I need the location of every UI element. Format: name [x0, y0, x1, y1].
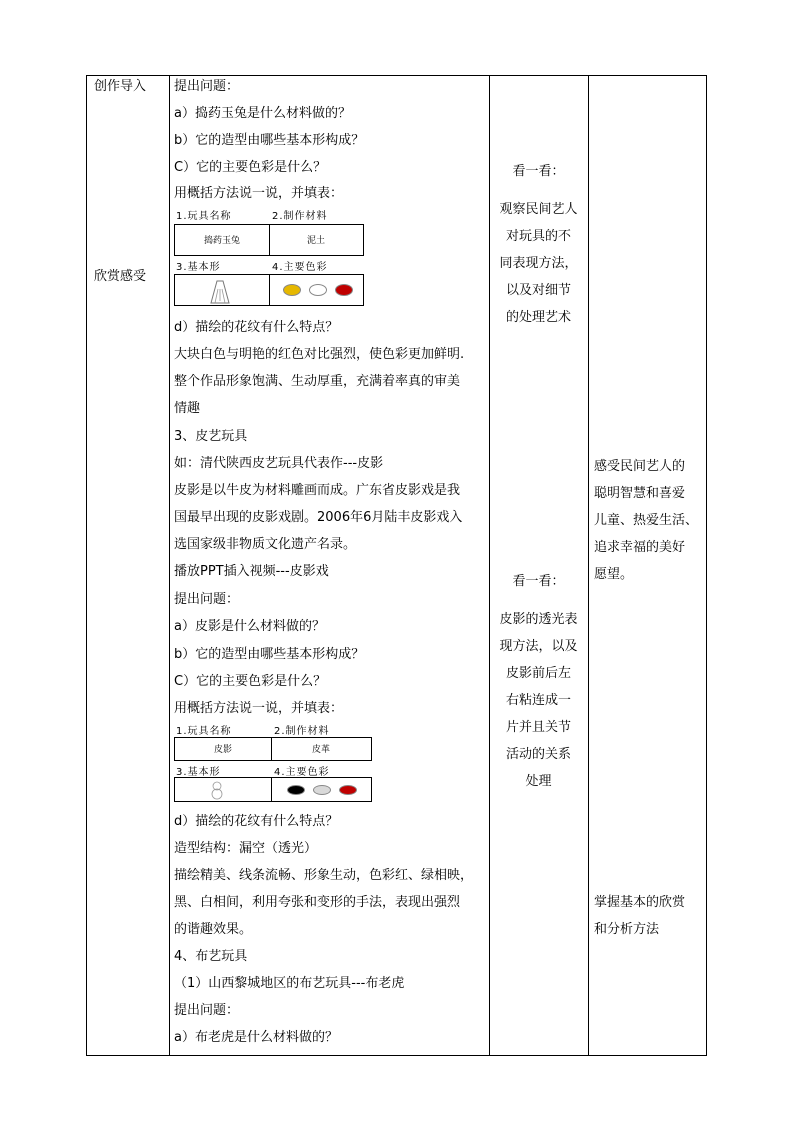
table-header-shape: 3.基本形: [176, 767, 221, 778]
color-swatch: [309, 284, 327, 296]
activity-line: 同表现方法，: [499, 256, 578, 271]
activity-line: 右粘连成一: [505, 693, 571, 708]
activity-line: 皮影的透光表: [499, 612, 578, 627]
section-heading: 3、皮艺玩具: [174, 429, 248, 444]
content-line: 黑、白相间，利用夸张和变形的手法，表现出强烈: [174, 895, 461, 910]
section-heading: 4、布艺玩具: [174, 949, 248, 964]
activity-line: 以及对细节: [505, 283, 571, 298]
toy-analysis-table: [174, 726, 364, 804]
color-swatch: [339, 785, 357, 795]
table-header-material: 2.制作材料: [272, 211, 328, 222]
activity-line: 现方法，以及: [499, 639, 578, 654]
name-material-row: [174, 224, 364, 256]
content-line: 描绘精美、线条流畅、形象生动，色彩红、绿相映，: [174, 868, 474, 883]
activity-line: 活动的关系: [505, 747, 571, 762]
intent-line: 聪明智慧和喜爱: [594, 486, 686, 501]
content-line: C）它的主要色彩是什么？: [174, 160, 327, 175]
toy-analysis-table: [174, 210, 364, 308]
content-line: b）它的造型由哪些基本形构成？: [174, 647, 365, 662]
activity-line: 的处理艺术: [505, 310, 571, 325]
design-intent-column: [588, 76, 706, 1055]
content-line: 情趣: [174, 401, 201, 416]
rabbit-shape-icon: [203, 277, 237, 305]
content-line: d）描绘的花纹有什么特点？: [174, 320, 339, 335]
content-line: 的谐趣效果。: [174, 922, 253, 937]
content-line: 造型结构：漏空（透光）: [174, 841, 318, 856]
toy-material: 泥土: [306, 236, 325, 246]
content-line: 如：清代陕西皮艺玩具代表作---皮影: [174, 456, 384, 471]
content-line: 提出问题：: [174, 1003, 240, 1018]
activity-line: 看一看：: [512, 574, 565, 589]
content-line: b）它的造型由哪些基本形构成？: [174, 133, 365, 148]
content-line: 用概括方法说一说，并填表：: [174, 186, 344, 201]
activity-line: 处理: [525, 774, 552, 789]
content-line: d）描绘的花纹有什么特点？: [174, 814, 339, 829]
content-line: （1）山西黎城地区的布艺玩具---布老虎: [174, 976, 405, 991]
content-line: a）捣药玉兔是什么材料做的？: [174, 106, 351, 121]
content-line: 选国家级非物质文化遗产名录。: [174, 537, 357, 552]
color-swatch: [313, 785, 331, 795]
content-line: 国最早出现的皮影戏剧。2006年6月陆丰皮影戏入: [174, 510, 463, 525]
toy-material: 皮革: [311, 745, 330, 755]
content-line: C）它的主要色彩是什么？: [174, 674, 327, 689]
color-swatch: [283, 284, 301, 296]
activity-line: 片并且关节: [505, 720, 571, 735]
content-line: 皮影是以牛皮为材料雕画而成。广东省皮影戏是我: [174, 483, 461, 498]
shadow-puppet-shape-icon: [205, 780, 233, 800]
activity-line: 皮影前后左: [505, 666, 571, 681]
content-line: 用概括方法说一说，并填表：: [174, 701, 344, 716]
table-header-colors: 4.主要色彩: [274, 767, 330, 778]
activity-line: 看一看：: [512, 164, 565, 179]
table-header-name: 1.玩具名称: [176, 726, 232, 737]
table-header-material: 2.制作材料: [274, 726, 330, 737]
student-activity-column: [489, 76, 588, 1055]
shape-color-row: [174, 274, 364, 306]
content-line: a）皮影是什么材料做的？: [174, 619, 325, 634]
content-line: 播放PPT插入视频---皮影戏: [174, 564, 329, 579]
content-line: 提出问题：: [174, 79, 240, 94]
table-header-name: 1.玩具名称: [176, 211, 232, 222]
table-header-colors: 4.主要色彩: [272, 262, 328, 273]
teaching-content-column: [169, 76, 489, 1055]
content-line: a）布老虎是什么材料做的？: [174, 1030, 338, 1045]
stage-label-appreciation: 欣赏感受: [94, 269, 147, 284]
intent-line: 感受民间艺人的: [594, 459, 686, 474]
color-swatch: [287, 785, 305, 795]
color-swatch: [335, 284, 353, 296]
stage-label-intro: 创作导入: [94, 79, 147, 94]
toy-name: 皮影: [213, 745, 232, 755]
activity-line: 观察民间艺人: [499, 202, 578, 217]
intent-line: 愿望。: [594, 567, 634, 582]
content-line: 大块白色与明艳的红色对比强烈，使色彩更加鲜明.: [174, 347, 465, 362]
intent-line: 追求幸福的美好: [594, 540, 686, 555]
intent-line: 儿童、热爱生活、: [594, 513, 699, 528]
intent-line: 和分析方法: [594, 922, 660, 937]
activity-line: 对玩具的不: [505, 229, 571, 244]
table-header-shape: 3.基本形: [176, 262, 221, 273]
stage-column: [87, 76, 169, 1055]
content-line: 提出问题：: [174, 592, 240, 607]
shape-color-row: [174, 777, 372, 802]
name-material-row: [174, 737, 372, 761]
lesson-plan-table: [86, 75, 707, 1056]
intent-line: 掌握基本的欣赏: [594, 895, 686, 910]
toy-name: 捣药玉兔: [203, 236, 240, 246]
content-line: 整个作品形象饱满、生动厚重，充满着率真的审美: [174, 374, 461, 389]
